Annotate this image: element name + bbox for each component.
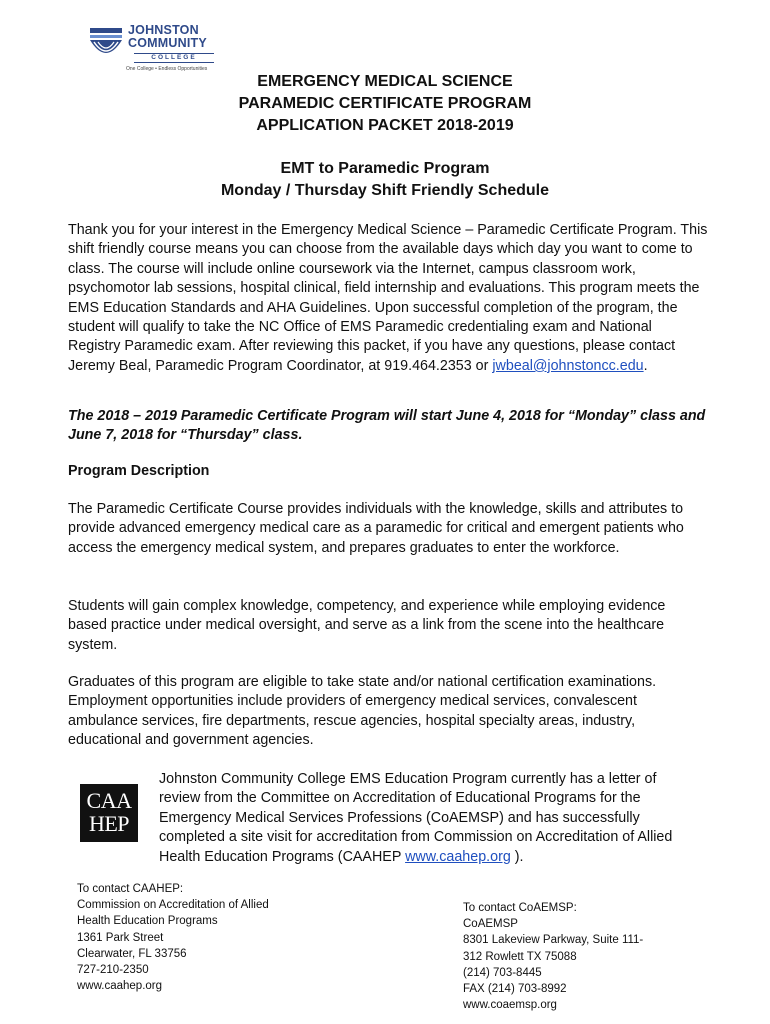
caahep-contact-line: 727-210-2350 xyxy=(77,964,149,977)
intro-end: . xyxy=(643,357,648,374)
caahep-contact-line: Clearwater, FL 33756 xyxy=(77,947,187,960)
program-start-note: The 2018 – 2019 Paramedic Certificate Program will start June 4, 2018 for “Monday” class and June 7, 2018 for “Thursday” class. xyxy=(68,408,706,444)
caahep-contact-line: 1361 Park Street xyxy=(77,931,164,944)
program-description-paragraph-3: Graduates of this program are eligible to take state and/or national certification examinations. Employment opportunities include providers of emergency medical services, convalescent ambulance services, fire departments, rescue agencies, hospital specialty areas, industry, educational and government agencies. xyxy=(68,674,657,749)
college-emblem-icon xyxy=(88,26,124,66)
accreditation-text: Johnston Community College EMS Education Program currently has a letter of review from the Committee on Accreditation of Educational Programs for the Emergency Medical Services Professions (CoAEMSP) and has successfully completed a site visit for accreditation from Commission on Accreditation of Allied Health Education Programs (CAAHEP xyxy=(159,771,673,865)
coordinator-email-link[interactable]: jwbeal@johnstoncc.edu xyxy=(492,357,644,374)
caahep-contact-line: www.caahep.org xyxy=(77,980,163,993)
caahep-logo-line1: CAA xyxy=(86,788,132,813)
program-description-paragraph-1: The Paramedic Certificate Course provides individuals with the knowledge, skills and attributes to provide advanced emergency medical care as a paramedic for critical and emergent patients who access the emergency medical system, and prepares graduates to enter the workforce. xyxy=(68,501,684,556)
coaemsp-contact-line: 8301 Lakeview Parkway, Suite 111- xyxy=(463,934,644,947)
caahep-link[interactable]: www.caahep.org xyxy=(405,848,511,865)
caahep-logo xyxy=(80,784,138,842)
coaemsp-contact-line: www.coaemsp.org xyxy=(463,999,557,1012)
caahep-contact-line: Health Education Programs xyxy=(77,915,218,928)
caahep-contact-line: Commission on Accreditation of Allied xyxy=(77,899,269,912)
intro-paragraph xyxy=(68,221,708,376)
coaemsp-contact-line: 312 Rowlett TX 75088 xyxy=(463,950,577,963)
college-name-line3: COLLEGE xyxy=(134,53,214,63)
caahep-contact-block xyxy=(77,881,327,994)
caahep-logo-line2: HEP xyxy=(88,811,130,836)
intro-text: Thank you for your interest in the Emergency Medical Science – Paramedic Certificate Program. This shift friendly course means you can choose from the available days which day you want to come to class. The course will include online coursework via the Internet, campus classroom work, psychomotor lab sessions, hospital clinical, field internship and evaluations. This program meets the EMS Education Standards and AHA Guidelines. Upon successful completion of the program, the student will qualify to take the NC Office of EMS Paramedic credentialing exam and National Registry Paramedic exam. After reviewing this packet, if you have any questions, please contact Jeremy Beal, Paramedic Program Coordinator, at 919.464.2353 or xyxy=(68,222,708,374)
college-name-line2: COMMUNITY xyxy=(128,36,207,50)
college-name xyxy=(128,24,207,50)
subtitle-line2: Monday / Thursday Shift Friendly Schedule xyxy=(220,182,550,199)
program-description-paragraph-2: Students will gain complex knowledge, competency, and experience while employing evidence based practice under medical oversight, and serve as a link from the scene into the healthcare system. xyxy=(68,598,666,653)
coaemsp-contact-line: (214) 703-8445 xyxy=(463,966,542,979)
title-line1: EMERGENCY MEDICAL SCIENCE xyxy=(257,73,513,90)
coaemsp-contact-block xyxy=(463,900,683,1013)
accreditation-paragraph xyxy=(159,770,699,867)
document-subtitle xyxy=(0,158,770,202)
program-description-heading: Program Description xyxy=(68,463,210,479)
accreditation-end: ). xyxy=(510,848,524,865)
document-title xyxy=(0,71,770,137)
college-logo xyxy=(88,22,223,78)
coaemsp-contact-line: To contact CoAEMSP: xyxy=(463,902,577,914)
coaemsp-contact-line: FAX (214) 703-8992 xyxy=(463,983,567,996)
coaemsp-contact-line: CoAEMSP xyxy=(463,918,518,931)
title-line3: APPLICATION PACKET 2018-2019 xyxy=(256,117,514,134)
subtitle-line1: EMT to Paramedic Program xyxy=(280,160,490,177)
title-line2: PARAMEDIC CERTIFICATE PROGRAM xyxy=(238,95,532,112)
college-tagline: One College • Endless Opportunities xyxy=(126,66,208,72)
caahep-contact-line: To contact CAAHEP: xyxy=(77,883,184,895)
college-name-line1: JOHNSTON xyxy=(128,23,199,37)
